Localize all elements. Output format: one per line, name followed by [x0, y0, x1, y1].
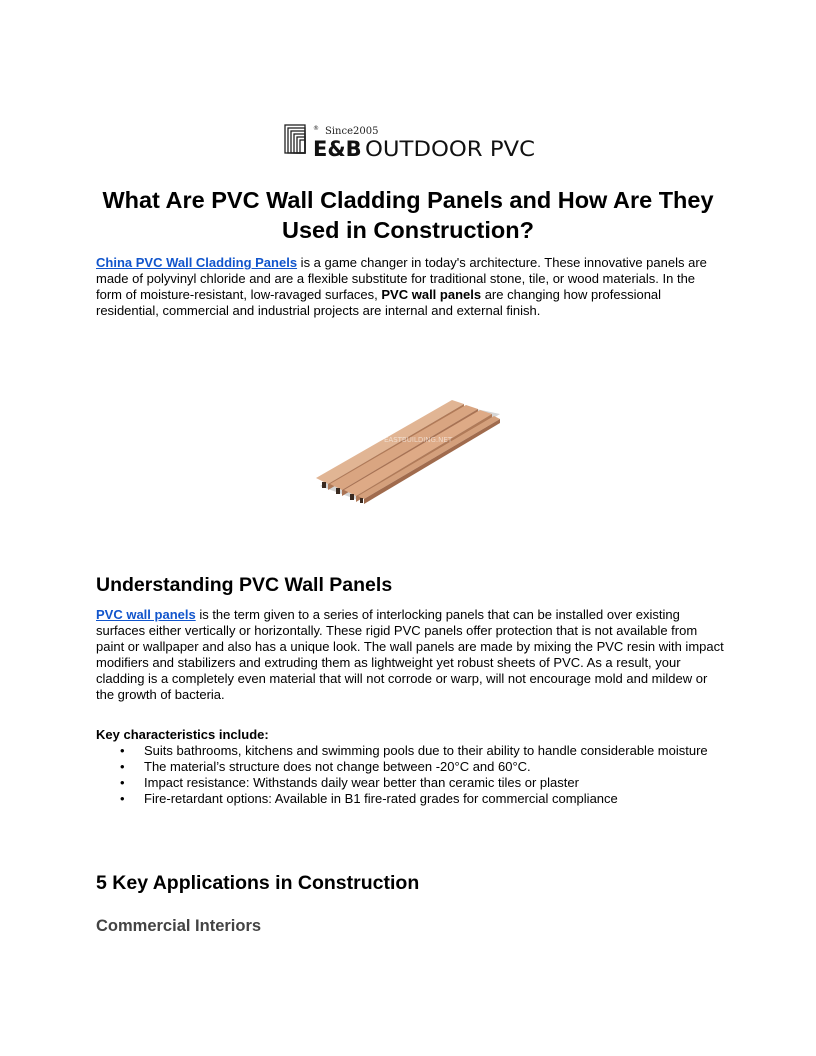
logo-suffix: OUTDOOR PVC: [365, 137, 535, 160]
bullet-icon: •: [120, 759, 125, 774]
logo-since: Since2005: [325, 126, 379, 137]
section1-paragraph: [96, 607, 724, 703]
page-title: What Are PVC Wall Cladding Panels and How Are They Used in Construction?: [102, 187, 714, 243]
product-image: [312, 400, 502, 510]
intro-bold: PVC wall panels: [381, 287, 482, 302]
list-item: [96, 759, 724, 775]
list-item-text: Suits bathrooms, kitchens and swimming pools due to their ability to handle considerable moisture: [144, 743, 708, 758]
list-item: [96, 775, 724, 791]
section-heading-understanding: Understanding PVC Wall Panels: [96, 574, 393, 596]
bullet-icon: •: [120, 775, 125, 790]
list-item-text: Impact resistance: Withstands daily wear better than ceramic tiles or plaster: [144, 775, 579, 790]
logo-mark-icon: [285, 125, 305, 153]
list-item: [96, 743, 724, 759]
logo-brand: E&B: [313, 137, 362, 160]
section1-body: is the term given to a series of interlocking panels that can be installed over existing surfaces either vertically or horizontally. These rigid PVC panels offer protection that is not available from paint or wallpaper and also has a unique look. The wall panels are made by mixing the PVC resin with impact modifiers and stabilizers and extruding them as lightweight yet robust sheets of PVC. As a result, your cladding is a completely even material that will not corrode or warp, will not encourage mold and mildew or the growth of bacteria.: [96, 607, 724, 702]
bullet-icon: •: [120, 743, 125, 758]
intro-text-2: are changing how professional residential, commercial and industrial projects are internal and external finish.: [96, 287, 662, 318]
image-watermark: EASTBUILDING.NET: [384, 436, 453, 444]
section-heading-applications: 5 Key Applications in Construction: [96, 872, 420, 894]
section1-link[interactable]: PVC wall panels: [96, 607, 196, 622]
panel-slats: [316, 400, 500, 504]
subheading-commercial-interiors: Commercial Interiors: [96, 917, 262, 935]
list-item-text: Fire-retardant options: Available in B1 fire-rated grades for commercial compliance: [144, 791, 618, 806]
list-item-text: The material’s structure does not change between -20°C and 60°C.: [144, 759, 531, 774]
intro-paragraph: [96, 255, 724, 319]
logo-registered: ®: [313, 125, 319, 132]
characteristics-list: [96, 743, 724, 807]
brand-logo: [283, 122, 535, 160]
list-item: [96, 791, 724, 807]
bullet-icon: •: [120, 791, 125, 806]
intro-text-1: is a game changer in today's architecture. These innovative panels are made of polyvinyl chloride and are a flexible substitute for traditional stone, tile, or wood materials. In the form of moisture-resistant, low-ravaged surfaces,: [96, 255, 707, 302]
intro-link[interactable]: China PVC Wall Cladding Panels: [96, 255, 298, 270]
key-characteristics-label: Key characteristics include:: [96, 727, 269, 742]
